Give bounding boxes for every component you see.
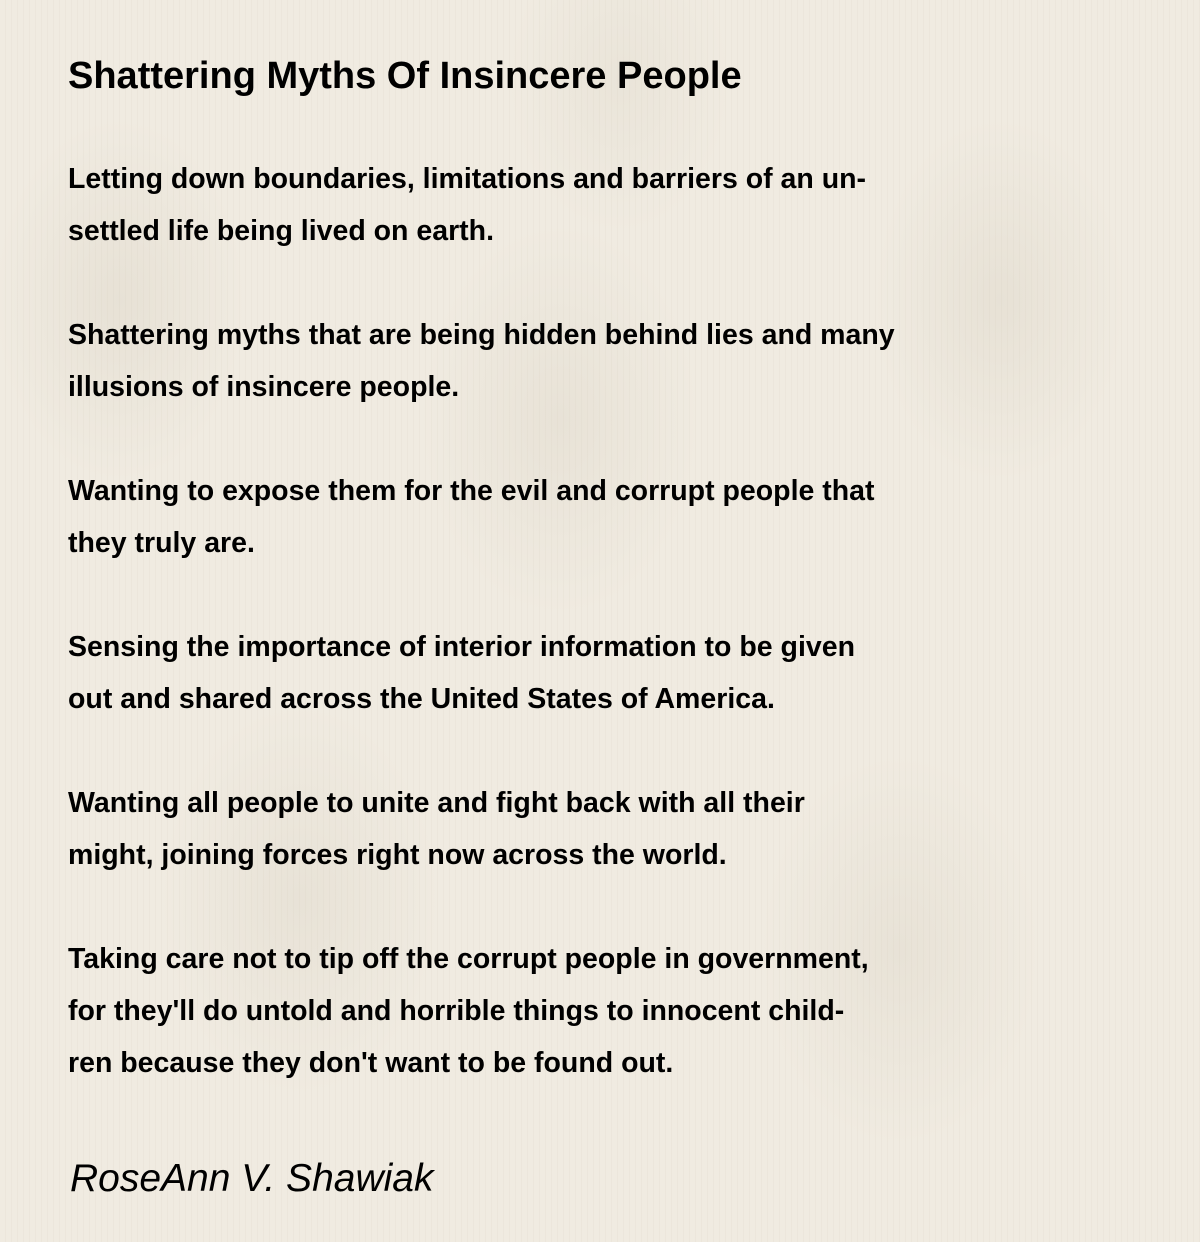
poem-title: Shattering Myths Of Insincere People: [68, 55, 742, 97]
poem-line: ren because they don't want to be found out.: [68, 1047, 674, 1079]
stanza-2: [68, 309, 1068, 413]
stanza-1: [68, 153, 1068, 257]
poem-line: Taking care not to tip off the corrupt people in government,: [68, 943, 869, 975]
stanza-6: [68, 933, 1068, 1089]
poem-line: Letting down boundaries, limitations and barriers of an un-: [68, 163, 867, 195]
stanza-5: [68, 777, 1068, 881]
poem-line: Wanting to expose them for the evil and corrupt people that: [68, 475, 875, 507]
poem-line: might, joining forces right now across the world.: [68, 839, 727, 871]
stanza-3: [68, 465, 1068, 569]
poem-author: RoseAnn V. Shawiak: [70, 1157, 434, 1200]
poem-line: for they'll do untold and horrible things to innocent child-: [68, 995, 845, 1027]
poem-body: [68, 153, 1068, 1089]
poem-line: they truly are.: [68, 527, 255, 559]
poem-line: Shattering myths that are being hidden behind lies and many: [68, 319, 895, 351]
poem-line: illusions of insincere people.: [68, 371, 460, 403]
poem-line: Sensing the importance of interior information to be given: [68, 631, 855, 663]
poem-line: out and shared across the United States of America.: [68, 683, 775, 715]
poem-line: settled life being lived on earth.: [68, 215, 494, 247]
stanza-4: [68, 621, 1068, 725]
poem-card: [68, 52, 1068, 1203]
poem-line: Wanting all people to unite and fight back with all their: [68, 787, 805, 819]
